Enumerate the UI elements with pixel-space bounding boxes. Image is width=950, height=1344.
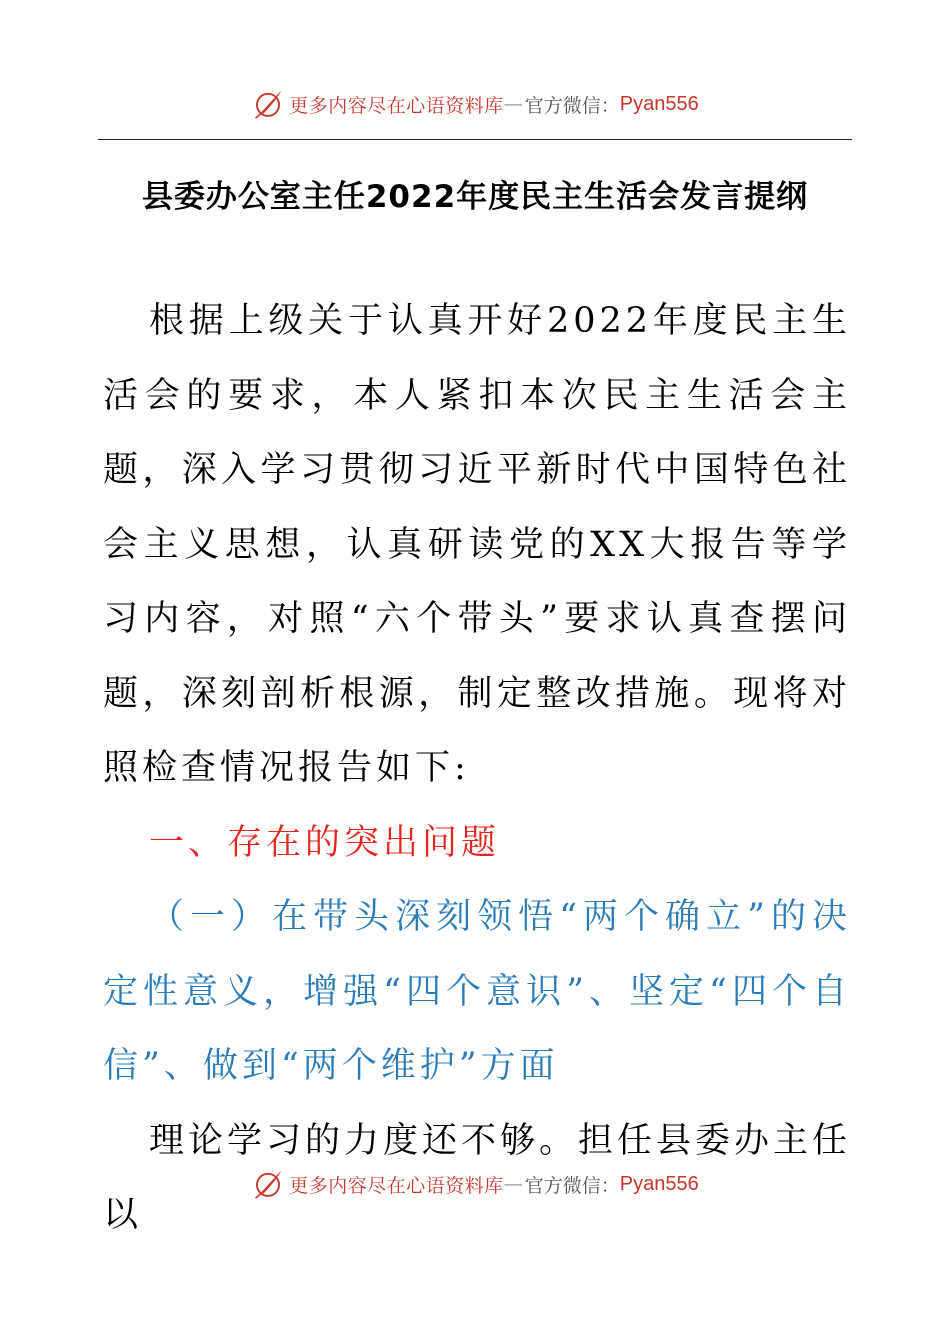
footer-banner (0, 1164, 950, 1204)
banner-wechat-id: Pyan556 (619, 1172, 699, 1195)
header-banner (0, 84, 950, 124)
banner-wechat-id: Pyan556 (619, 92, 699, 115)
header-divider (98, 139, 852, 140)
subsection-heading: （一）在带头深刻领悟“两个确立”的决定性意义，增强“四个意识”、坚定“四个自信”、做到“两个维护”方面 (103, 897, 851, 1086)
banner-wechat-label: 官方微信： (524, 94, 620, 117)
intro-paragraph: 根据上级关于认真开好2022年度民主生活会的要求，本人紧扣本次民主生活会主题，深入学习贯彻习近平新时代中国特色社会主义思想，认真研读党的XX大报告等学习内容，对照“六个带头”要求认真查摆问题，深刻剖析根源，制定整改措施。现将对照检查情况报告如下: (103, 301, 851, 788)
body-paragraph: 理论学习的力度还不够。担任县委办主任以 (103, 1120, 852, 1235)
section-heading: 一、存在的突出问题 (149, 822, 501, 863)
document-body (103, 284, 851, 1253)
document-title: 县委办公室主任2022年度民主生活会发言提纲 (141, 179, 809, 215)
quill-pen-logo-icon (251, 87, 285, 121)
quill-pen-logo-icon (251, 1167, 285, 1201)
banner-text: 更多内容尽在心语资料库 (289, 1174, 504, 1197)
banner-text: 更多内容尽在心语资料库 (289, 94, 504, 117)
banner-separator: — (503, 1173, 523, 1195)
banner-separator: — (503, 93, 523, 115)
banner-wechat-label: 官方微信： (524, 1174, 620, 1197)
